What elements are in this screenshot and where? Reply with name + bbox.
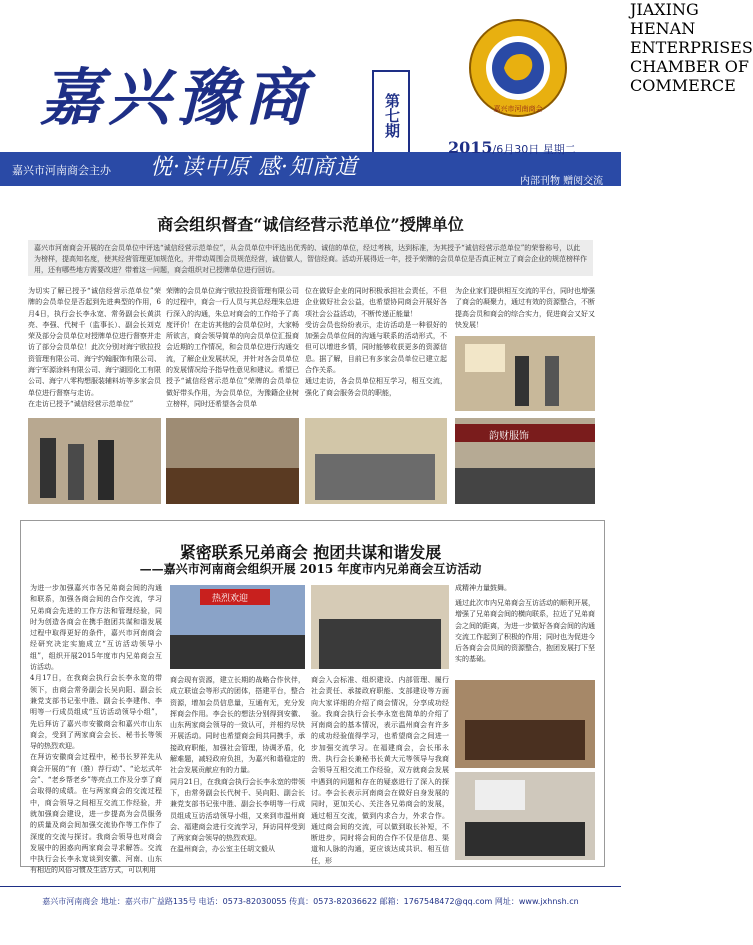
- logo-caption: 嘉兴市河南商会: [493, 105, 543, 113]
- article1-col3: 位在做好企业的同时积极承担社会责任，不但企业做好社会公益，也希望协同商会开展好各项社会公益活动，不断传递正能量！ 受访会员也纷纷表示，走访活动是一种很好的加强会员单位间的沟通与联系的活动形式，不但可以增进乡情，同时能够收获更多的资源信息。据了解，目前已有多家会员单位已建立起合作关系。 通过走访，各会员单位相互学习，相互交流，强化了商会服务会员的职能，: [305, 287, 447, 397]
- logo-text-hidden: JIAXING HENAN ENTERPRISES CHAMBER OF COMMERCE: [630, 0, 753, 95]
- photo-group: [311, 585, 449, 669]
- article2-col4b: 通过此次市内兄弟商会互访活动的顺利开展，增强了兄弟商会间的横向联系，拉近了兄弟商会之间的距离，为进一步做好各商会间的沟通交流工作起到了积极的作用；同时也为促进今后各商会会员间的资源整合，抱团发展打下坚实的基础。: [455, 599, 595, 664]
- footer-text: 嘉兴市河南商会 地址：嘉兴市广益路135号 电话：0573-82030055 传真：0573-82036622 邮箱：1767548472@qq.com 网址：www.jxhnsh.cn: [42, 897, 579, 906]
- issue-label: 第七期: [372, 70, 410, 160]
- article2-title: 紧密联系兄弟商会 抱团共谋和谐发展: [179, 543, 442, 562]
- photo-4: [455, 418, 595, 504]
- date-year: 2015: [448, 138, 493, 157]
- issue-date: [448, 138, 613, 160]
- article1-col4: 为企业家们提供相互交流的平台，同时也增强了商会的凝聚力，通过有效的资源整合，不断提高会员和商会的综合实力，促进商会又好又快发展！: [455, 287, 595, 329]
- photo-meeting-2: [455, 772, 595, 860]
- article1-intro: 嘉兴市河南商会开展的在会员单位中评选“诚信经营示范单位”，从会员单位中评选出优秀的、诚信的单位，经过考核，达到标准，为其授予“诚信经营示范单位”的荣誉称号，以此为榜样，提高知名度，使其经营管理更加规范化，并带动周围会员规范经营，诚信做人，智信经商。活动开展得近一年，授予荣牌的会员单位是否真正树立了商会企业的规范榜样作用，还有哪些地方需要改进？带着这一问题，商会组织对已授牌单位进行回访。: [28, 240, 593, 276]
- photo-banner: [170, 585, 305, 669]
- photo-office: [455, 336, 595, 411]
- article1-col2: 荣牌的会员单位海宁欧拉投资管理有限公司的过程中，商会一行人员与其总经理朱总进行深入的沟通，朱总对商会的工作给予了高度评价！在走访其他的会员单位时，大家畅所欲言，商会领导简单的向会员单位汇报商会近期的工作情况，和会员单位进行沟通交流，了解企业发展状况，并针对各会员单位的发展情况给予指导性意见和建议。希望已授予“诚信经营示范单位”荣牌的会员单位做好带头作用，为会员单位，为豫籍企业树立榜样，同时还希望各会员单: [166, 287, 299, 408]
- article2-col1: 为进一步加强嘉兴市各兄弟商会间的沟通和联系，加强各商会间的合作交流，学习兄弟商会先进的工作方法和管理经验，同时为创造各商会在携手抱团共谋和谐发展过程中取得更好的条件，嘉兴市河南商会经研究决定实施成立“互访活动领导小组”，组织开展2015年度市内兄弟商会互访活动。 4月17日，在我商会执行会长李永宽的带领下，由商会常务副会长吴向阳、副会长兼党支部书记张中胜、副会长李建伟、李明等一行成员组成“互访活动领导小组”，先后拜访了嘉兴市安徽商会和嘉兴市山东商会，受到了两家商会会长、秘书长等领导的热烈欢迎。 在拜访安徽商会过程中，秘书长罗祥先从商会开展的“有（推）荐行动”、“论坛式年会”、“老乡帮老乡”等亮点工作及分享了商会取得的成绩。在与两家商会的交流过程中，商会领导之间相互交流工作经验，并就加强商会建设，进一步提高为会员服务的质量及商会间加强交流协作等工作作了深度的交流与探讨。我商会领导也对商会发展中的困惑向两家商会寻求解答。交流中执行会长李永宽谈到安徽、河南、山东有相近的风俗习惯及生活方式，可以利用: [30, 584, 162, 875]
- photo-4-sign: 韵财服饰: [489, 431, 529, 442]
- chamber-logo: [468, 18, 568, 118]
- photo-1: [28, 418, 161, 504]
- photo-meeting-1: [455, 680, 595, 768]
- slogan: 悦·读中原 感·知商道: [150, 155, 358, 180]
- article1-title: 商会组织督查“诚信经营示范单位”授牌单位: [157, 215, 464, 234]
- internal-label: 内部刊物 赠阅交流: [520, 176, 604, 187]
- photo-3: [305, 418, 447, 504]
- article2-subtitle: ——嘉兴市河南商会组织开展 2015 年度市内兄弟商会互访活动: [139, 562, 482, 576]
- host-label: 嘉兴市河南商会主办: [12, 164, 111, 177]
- article2-col3: 商会入会标准、组织建设、内部管理、履行社会责任、承接政府职能、支部建设等方面向大家详细的介绍了商会情况，分享成功经验。我商会执行会长李永宽也简单的介绍了河南商会的基本情况，表示温州商会有许多的成功经验值得学习，也希望商会之间进一步加强交流学习。在福建商会，会长邢永贵、执行会长兼秘书长黄大元等领导与我商会领导互相交流工作经验，双方就商会发展中遇到的问题和存在的疑惑进行了深入的探讨。李会长表示河南商会在做好自身发展的同时，更加关心、关注各兄弟商会的发展，通过相互交流，做到内求合力，外求合作。通过商会间的交流，可以做到取长补短，不断进步，同时将会间的合作不仅是信息、渠道和人脉的沟通，更应该达成共识、相互信任，形: [311, 676, 449, 865]
- article2-col4a: 成精神力量鼓舞。: [455, 584, 511, 592]
- photo-2: [166, 418, 299, 504]
- banner-text: 热烈欢迎: [212, 594, 249, 604]
- date-rest: /6月30日 星期二: [492, 143, 576, 156]
- newspaper-title: 嘉兴豫商: [40, 61, 313, 134]
- article2-col2: 商会现有资源，建立长期的战略合作伙伴，成立联谊会等形式的团体，搭建平台，整合资源，增加会员信息量，互通有无，充分发挥商会作用。李会长的想法分别得到安徽、山东两家商会领导的一致认可，并相约尽快开展活动。同时也希望商会间共同携手，承接政府职能，加强社会管理，协调矛盾，化解难题，减轻政府负担，为嘉兴和谐稳定的社会发展贡献应有的力量。 同月21日，在我商会执行会长李永宽的带领下，由常务副会长代树千、吴向阳、副会长兼党支部书记张中胜、副会长李明等一行成员组成互访活动领导小组，又来到市温州商会、福建商会进行交流学习，拜访同样受到了两家商会领导的热烈欢迎。 在温州商会，办公室主任胡文毅从: [170, 676, 305, 854]
- article1-col1: 为切实了解已授予“诚信经营示范单位”荣牌的会员单位是否起到先进典型的作用，6月4日，执行会长李永宽、常务副会长黄洪亮、李强、代树千（监事长）、副会长刘克荣及部分会员单位对授牌单位进行督察并走访了部分会员单位！此次分别对海宁欧拉投资管理有限公司、海宁约翰服饰有限公司、海宁军源涂料有限公司、海宁湖园化工有限公司、海宁八零构想服装辅料坊等多家会员单位进行督察与走访。 在走访已授予“诚信经营示范单位”: [28, 287, 161, 408]
